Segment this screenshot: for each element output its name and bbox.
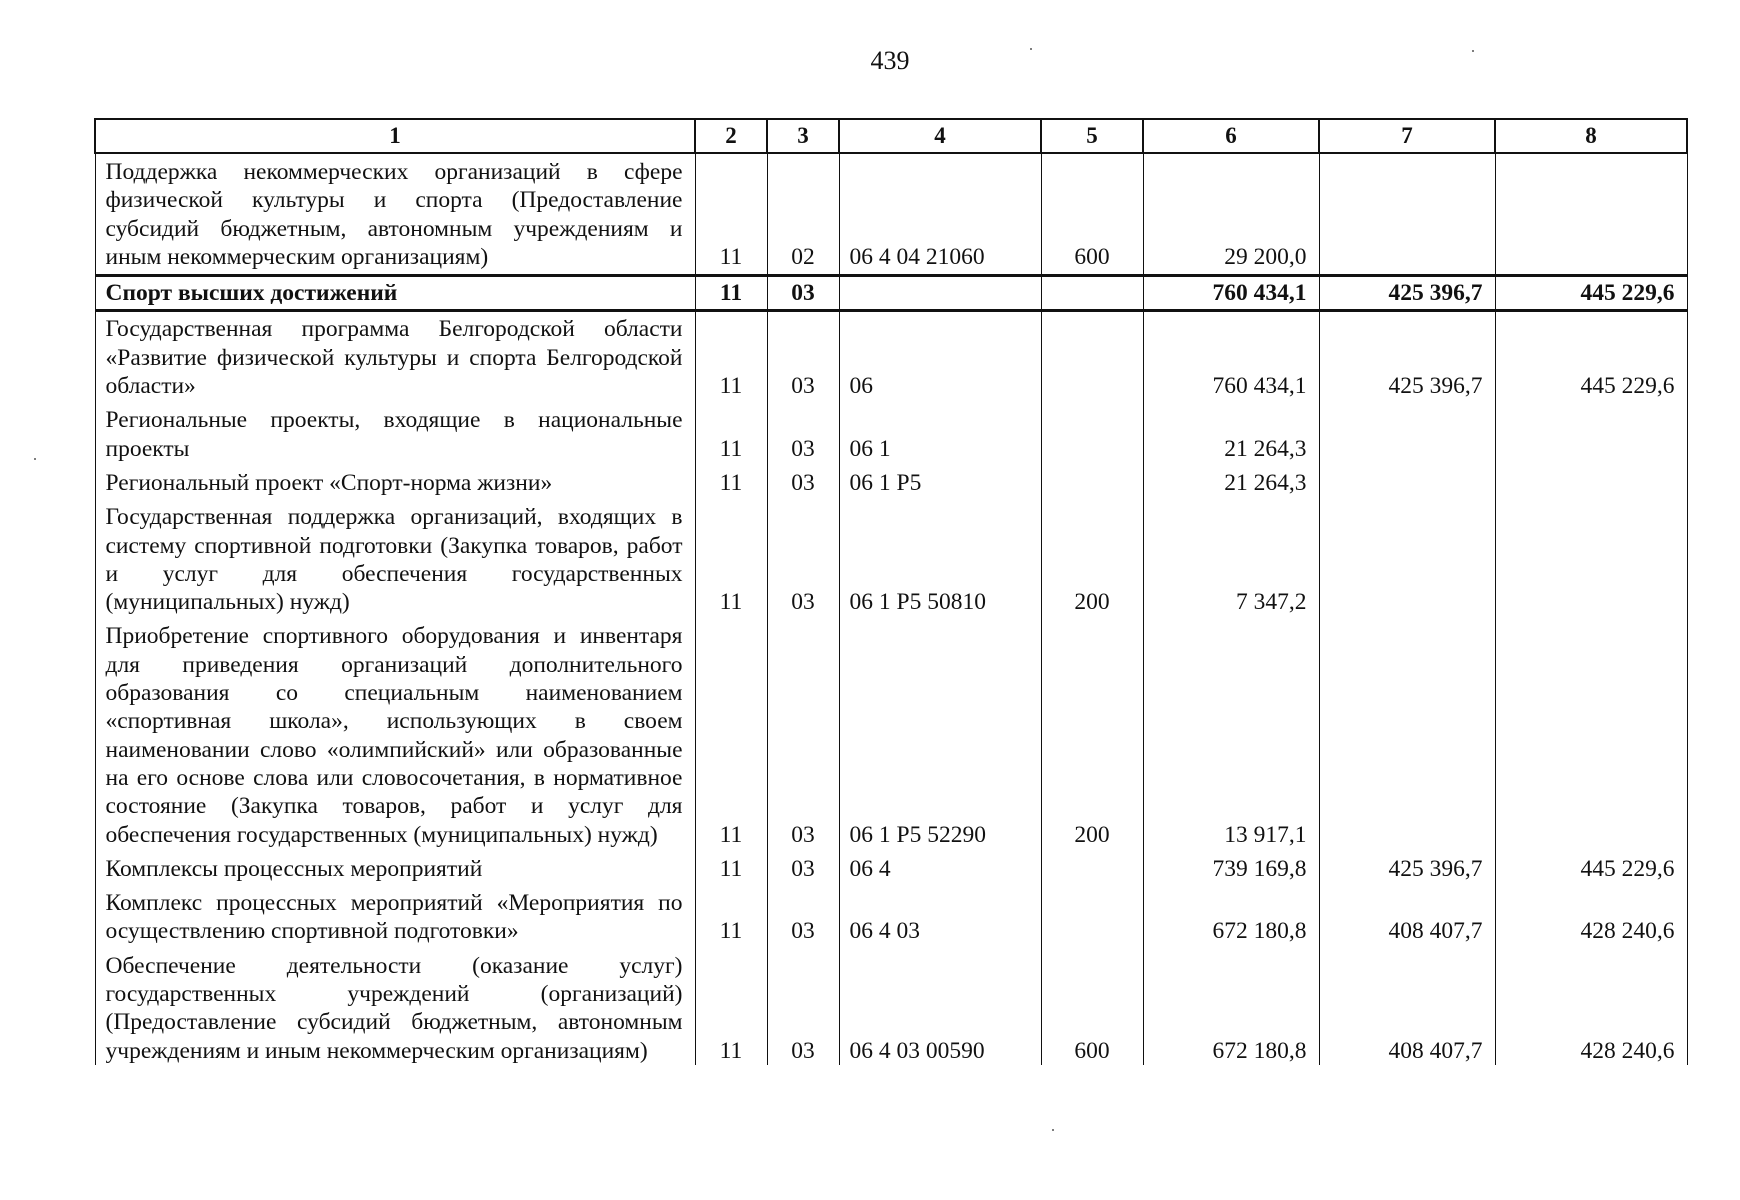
row-sum-col8: 445 229,6	[1495, 852, 1687, 886]
row-section-code: 11	[695, 852, 767, 886]
row-subsection-code: 02	[767, 153, 839, 276]
section-row	[95, 276, 1687, 311]
row-subsection-code: 03	[767, 466, 839, 500]
header-col-6: 6	[1143, 119, 1319, 153]
row-target-article: 06 4 04 21060	[839, 153, 1041, 276]
row-subsection-code: 03	[767, 949, 839, 1065]
row-target-article: 06	[839, 311, 1041, 403]
row-section-code: 11	[695, 500, 767, 619]
row-expense-type	[1041, 886, 1143, 949]
table-row	[95, 619, 1687, 851]
row-sum-col7	[1319, 403, 1495, 466]
row-sum-col8	[1495, 500, 1687, 619]
row-target-article: 06 4	[839, 852, 1041, 886]
table-row	[95, 852, 1687, 886]
row-sum-col6: 29 200,0	[1143, 153, 1319, 276]
header-row	[95, 119, 1687, 153]
header-col-5: 5	[1041, 119, 1143, 153]
header-col-4: 4	[839, 119, 1041, 153]
row-name: Спорт высших достижений	[95, 276, 695, 311]
row-sum-col6: 760 434,1	[1143, 276, 1319, 311]
row-section-code: 11	[695, 949, 767, 1065]
row-sum-col8	[1495, 466, 1687, 500]
row-name: Приобретение спортивного оборудования и инвентаря для приведения организаций дополнительного образования со специальным наименованием «спортивная школа», использующих в своем наименовании слово «олимпийский» или образованные на его основе слова или словосочетания, в нормативное состояние (Закупка товаров, работ и услуг для обеспечения государственных (муниципальных) нужд)	[95, 619, 695, 851]
row-target-article: 06 4 03	[839, 886, 1041, 949]
header-col-1: 1	[95, 119, 695, 153]
scan-speck	[1052, 1129, 1054, 1131]
row-sum-col8: 428 240,6	[1495, 886, 1687, 949]
row-name: Государственная поддержка организаций, входящих в систему спортивной подготовки (Закупка товаров, работ и услуг для обеспечения государственных (муниципальных) нужд)	[95, 500, 695, 619]
row-name: Обеспечение деятельности (оказание услуг) государственных учреждений (организаций) (Предоставление субсидий бюджетным, автономным учреждениям и иным некоммерческим организациям)	[95, 949, 695, 1065]
row-sum-col6: 7 347,2	[1143, 500, 1319, 619]
row-sum-col6: 21 264,3	[1143, 403, 1319, 466]
header-col-2: 2	[695, 119, 767, 153]
row-subsection-code: 03	[767, 619, 839, 851]
table-row	[95, 949, 1687, 1065]
row-section-code: 11	[695, 466, 767, 500]
row-section-code: 11	[695, 619, 767, 851]
row-sum-col6: 21 264,3	[1143, 466, 1319, 500]
row-target-article: 06 1 P5	[839, 466, 1041, 500]
row-expense-type: 200	[1041, 500, 1143, 619]
row-section-code: 11	[695, 311, 767, 403]
row-sum-col6: 672 180,8	[1143, 886, 1319, 949]
row-sum-col7: 408 407,7	[1319, 886, 1495, 949]
row-expense-type: 600	[1041, 153, 1143, 276]
row-sum-col8: 428 240,6	[1495, 949, 1687, 1065]
row-sum-col7: 408 407,7	[1319, 949, 1495, 1065]
table-row	[95, 500, 1687, 619]
row-expense-type	[1041, 311, 1143, 403]
budget-table	[94, 118, 1688, 1065]
row-expense-type	[1041, 852, 1143, 886]
row-name: Комплекс процессных мероприятий «Мероприятия по осуществлению спортивной подготовки»	[95, 886, 695, 949]
row-name: Региональный проект «Спорт-норма жизни»	[95, 466, 695, 500]
row-target-article: 06 1 P5 52290	[839, 619, 1041, 851]
row-sum-col8	[1495, 153, 1687, 276]
row-sum-col6: 739 169,8	[1143, 852, 1319, 886]
table-body	[95, 153, 1687, 1065]
scan-speck	[34, 458, 36, 460]
scan-speck	[1030, 48, 1032, 50]
scan-speck	[1472, 50, 1474, 52]
row-expense-type: 600	[1041, 949, 1143, 1065]
row-sum-col7: 425 396,7	[1319, 276, 1495, 311]
row-name: Комплексы процессных мероприятий	[95, 852, 695, 886]
header-col-3: 3	[767, 119, 839, 153]
row-sum-col7: 425 396,7	[1319, 852, 1495, 886]
row-sum-col7	[1319, 500, 1495, 619]
row-target-article: 06 4 03 00590	[839, 949, 1041, 1065]
row-name: Региональные проекты, входящие в национальные проекты	[95, 403, 695, 466]
header-col-7: 7	[1319, 119, 1495, 153]
row-sum-col8: 445 229,6	[1495, 311, 1687, 403]
table-header	[95, 119, 1687, 153]
row-section-code: 11	[695, 886, 767, 949]
row-sum-col8: 445 229,6	[1495, 276, 1687, 311]
row-sum-col7	[1319, 466, 1495, 500]
row-section-code: 11	[695, 403, 767, 466]
table-row	[95, 311, 1687, 403]
row-sum-col8	[1495, 619, 1687, 851]
row-sum-col7	[1319, 619, 1495, 851]
row-sum-col7: 425 396,7	[1319, 311, 1495, 403]
row-target-article: 06 1 P5 50810	[839, 500, 1041, 619]
row-expense-type	[1041, 403, 1143, 466]
row-sum-col6: 760 434,1	[1143, 311, 1319, 403]
row-subsection-code: 03	[767, 276, 839, 311]
row-sum-col8	[1495, 403, 1687, 466]
row-target-article	[839, 276, 1041, 311]
row-expense-type: 200	[1041, 619, 1143, 851]
row-sum-col6: 672 180,8	[1143, 949, 1319, 1065]
row-name: Государственная программа Белгородской области «Развитие физической культуры и спорта Белгородской области»	[95, 311, 695, 403]
row-subsection-code: 03	[767, 500, 839, 619]
row-subsection-code: 03	[767, 852, 839, 886]
row-expense-type	[1041, 466, 1143, 500]
table-row	[95, 153, 1687, 276]
row-expense-type	[1041, 276, 1143, 311]
row-sum-col6: 13 917,1	[1143, 619, 1319, 851]
row-section-code: 11	[695, 153, 767, 276]
header-col-8: 8	[1495, 119, 1687, 153]
row-subsection-code: 03	[767, 886, 839, 949]
table-row	[95, 403, 1687, 466]
page-number: 439	[870, 46, 910, 75]
row-sum-col7	[1319, 153, 1495, 276]
row-section-code: 11	[695, 276, 767, 311]
row-subsection-code: 03	[767, 311, 839, 403]
row-target-article: 06 1	[839, 403, 1041, 466]
row-subsection-code: 03	[767, 403, 839, 466]
table-row	[95, 466, 1687, 500]
row-name: Поддержка некоммерческих организаций в сфере физической культуры и спорта (Предоставление субсидий бюджетным, автономным учреждениям и иным некоммерческим организациям)	[95, 153, 695, 276]
table-row	[95, 886, 1687, 949]
